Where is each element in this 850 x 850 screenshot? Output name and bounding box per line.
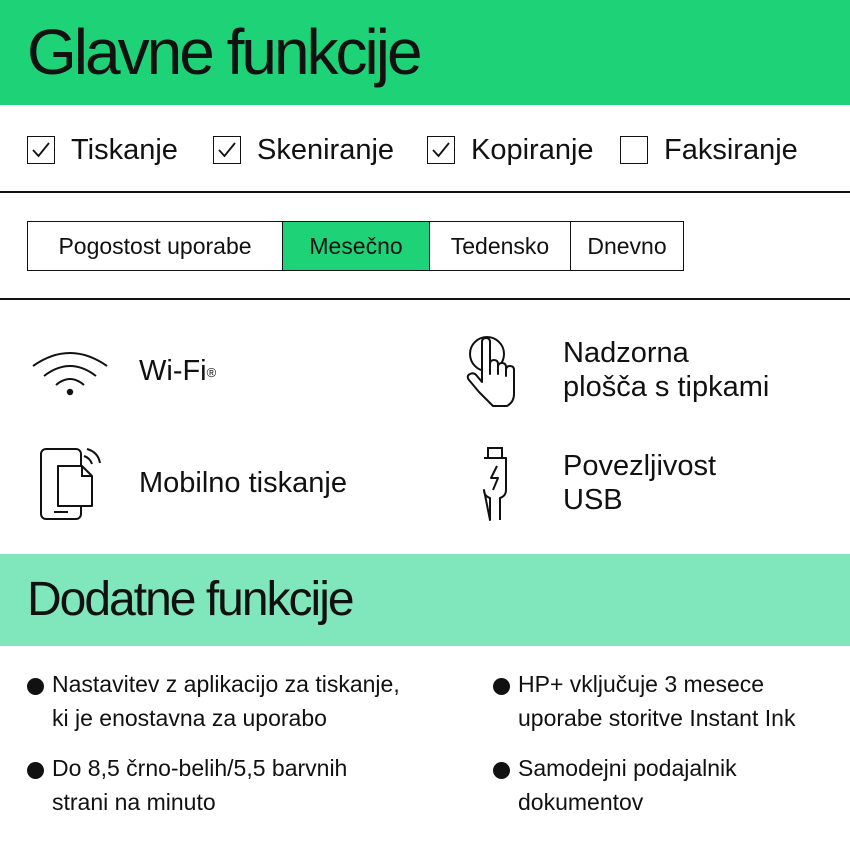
bullet-dot-icon (27, 762, 44, 779)
function-item-copy (427, 133, 594, 167)
function-item-print (27, 133, 178, 167)
feature-touch-panel-label: Nadzorna plošča s tipkami (563, 337, 770, 403)
bullet-text-line: Nastavitev z aplikacijo za tiskanje, (52, 671, 400, 697)
bullet-dot-icon (493, 762, 510, 779)
function-label: Skeniranje (257, 134, 395, 166)
bullet-text-line: ki je enostavna za uporabo (52, 705, 327, 731)
bullet-dot-icon (27, 678, 44, 695)
usage-frequency-table (27, 221, 684, 271)
bullet-text-line: uporabe storitve Instant Ink (518, 705, 796, 731)
bullet-dot-icon (493, 678, 510, 695)
additional-features-title: Dodatne funkcije (27, 573, 353, 626)
additional-features-header (0, 554, 850, 646)
frequency-option-daily: Dnevno (570, 222, 683, 270)
checkbox-checked-icon (213, 136, 241, 164)
wifi-icon (30, 348, 110, 396)
feature-wifi-label: Wi-Fi® (139, 355, 217, 387)
function-label: Tiskanje (71, 134, 178, 166)
function-item-scan (213, 133, 394, 167)
usage-frequency-label: Pogostost uporabe (58, 232, 252, 259)
checkbox-unchecked-icon (620, 136, 648, 164)
bullet-text-line: strani na minuto (52, 789, 216, 815)
function-label: Kopiranje (471, 134, 594, 166)
checkbox-checked-icon (427, 136, 455, 164)
feature-usb-label: Povezljivost USB (563, 450, 717, 516)
function-label: Faksiranje (664, 134, 798, 166)
bullet-text-line: dokumentov (518, 789, 644, 815)
bullet-text-line: HP+ vključuje 3 mesece (518, 671, 765, 697)
main-features-title: Glavne funkcije (27, 16, 420, 88)
function-item-fax (620, 133, 798, 167)
bullet-text-line: Do 8,5 črno-belih/5,5 barvnih (52, 755, 348, 781)
touch-panel-icon (463, 334, 525, 410)
mobile-printing-icon (38, 446, 102, 522)
function-checklist (0, 105, 850, 191)
feature-mobile-printing-label: Mobilno tiskanje (139, 467, 347, 499)
divider (0, 298, 850, 300)
frequency-option-monthly: Mesečno (282, 222, 429, 270)
bullet-text-line: Samodejni podajalnik (518, 755, 737, 781)
usb-icon (478, 446, 512, 522)
main-features-header (0, 0, 850, 105)
frequency-option-weekly: Tedensko (429, 222, 570, 270)
checkbox-checked-icon (27, 136, 55, 164)
divider (0, 191, 850, 193)
